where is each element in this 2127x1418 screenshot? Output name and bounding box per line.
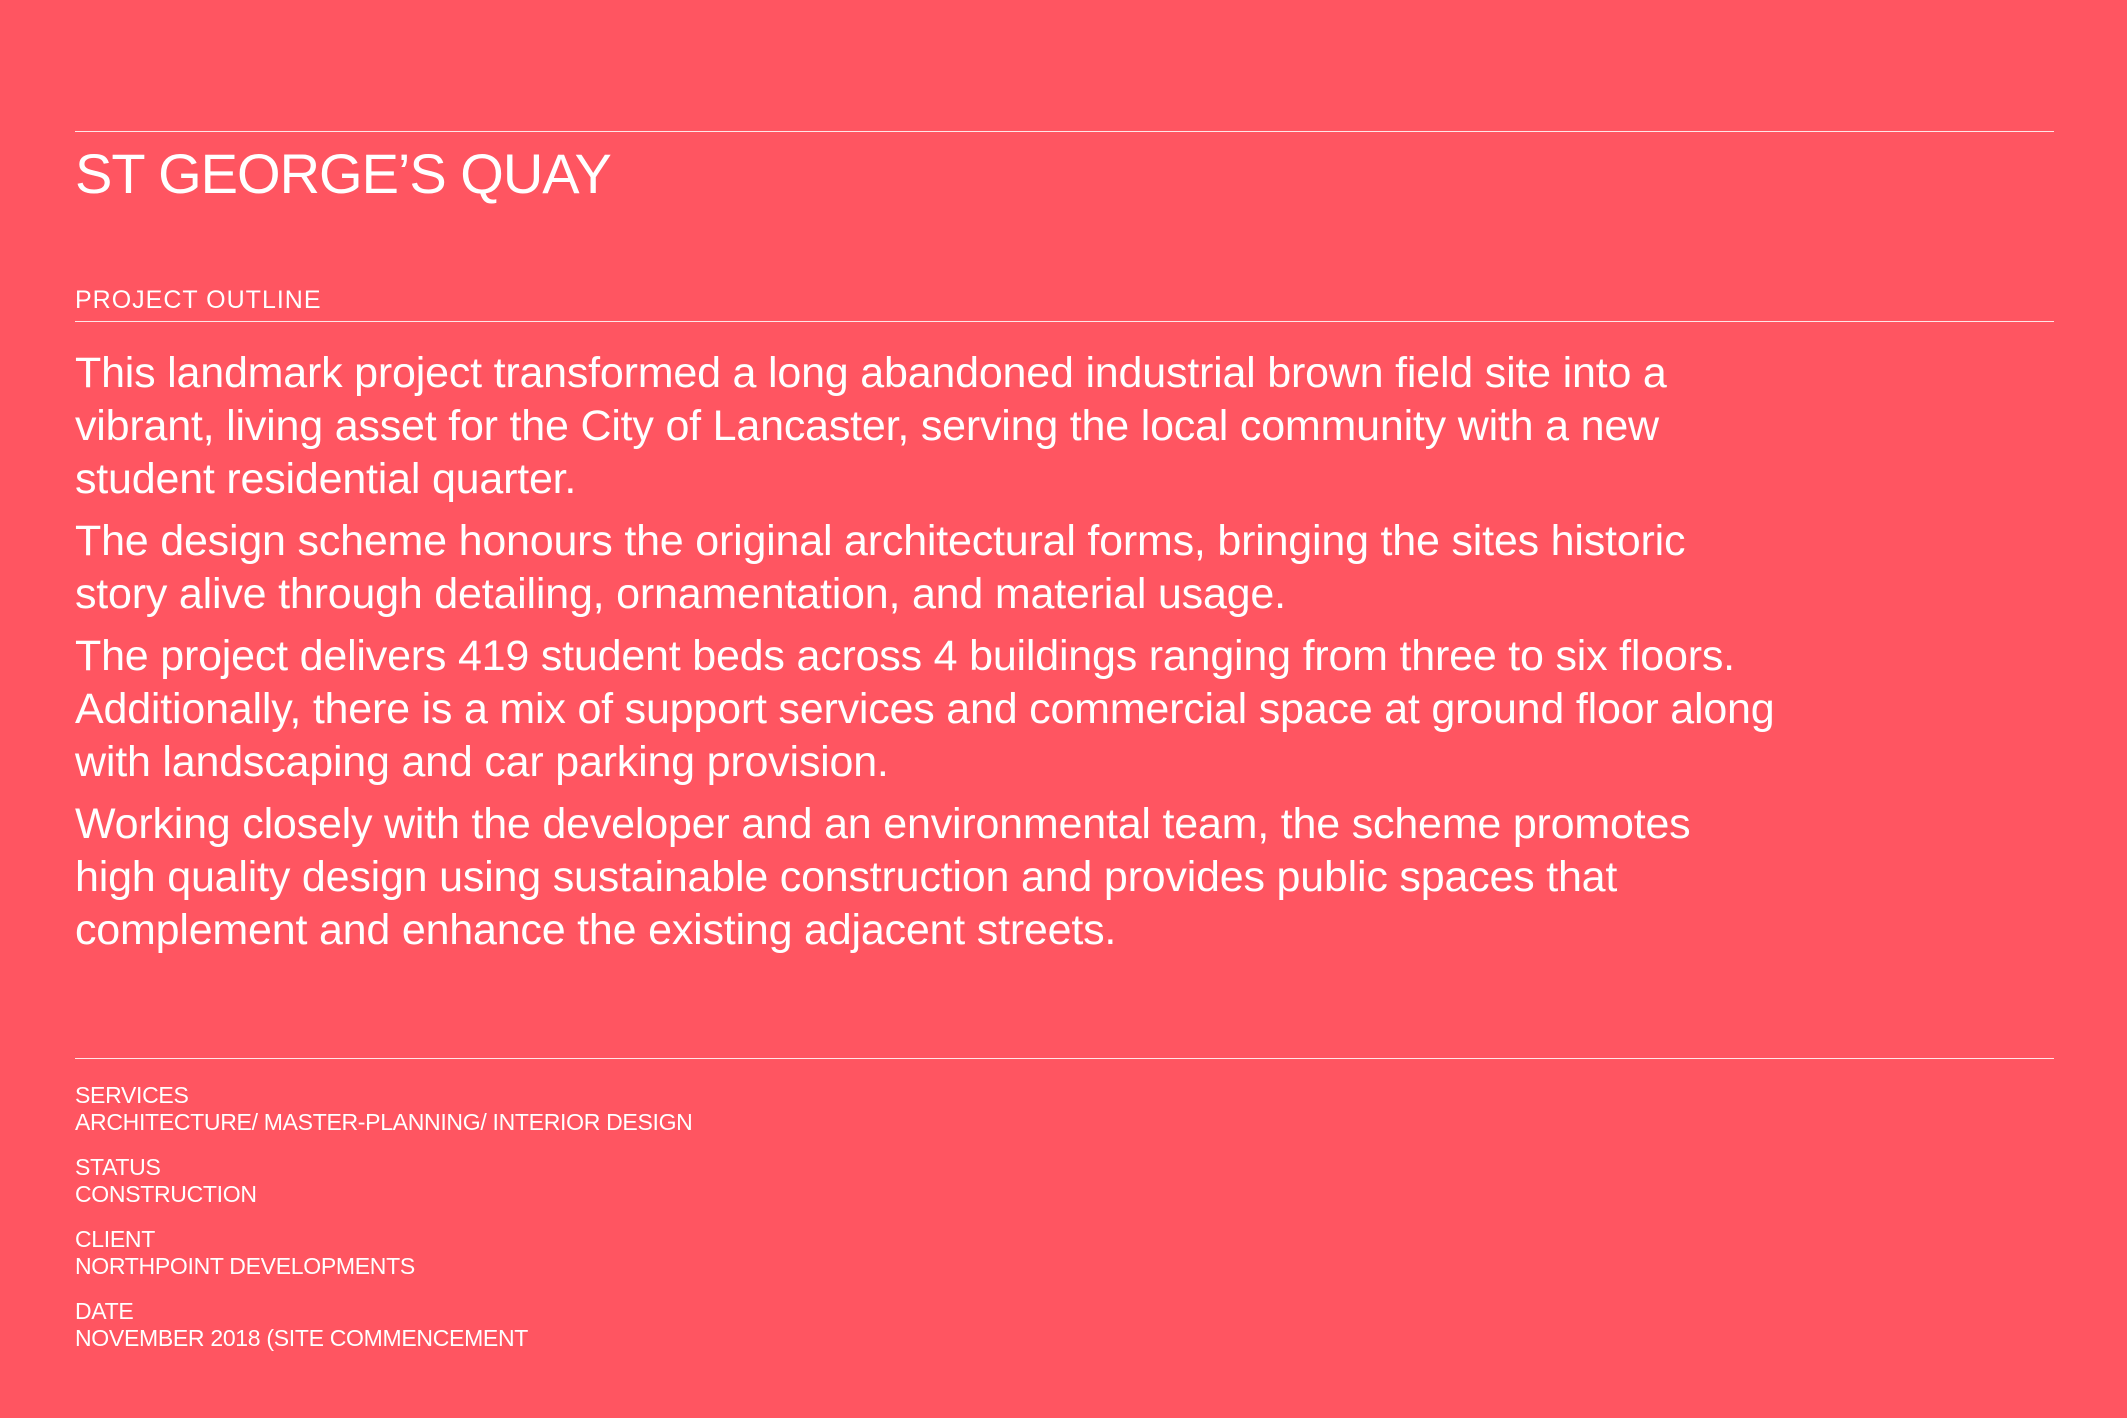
- top-divider: [75, 131, 2054, 132]
- client-detail: [75, 1226, 692, 1280]
- services-detail: [75, 1082, 692, 1136]
- description-paragraph: The project delivers 419 student beds across 4 buildings ranging from three to six floors. Additionally, there is a mix of support services and commercial space at ground floor along with landscaping and car parking provision.: [75, 632, 1775, 786]
- client-label: CLIENT: [75, 1226, 155, 1252]
- client-value: NORTHPOINT DEVELOPMENTS: [75, 1253, 415, 1279]
- services-label: SERVICES: [75, 1082, 189, 1108]
- project-description: [75, 347, 1775, 966]
- project-title: ST GEORGE’S QUAY: [75, 142, 611, 205]
- status-value: CONSTRUCTION: [75, 1181, 257, 1207]
- date-detail: [75, 1298, 692, 1352]
- section-label-project-outline: PROJECT OUTLINE: [75, 286, 322, 314]
- description-paragraph: The design scheme honours the original architectural forms, bringing the sites historic story alive through detailing, ornamentation, and material usage.: [75, 517, 1686, 618]
- outline-divider: [75, 321, 2054, 322]
- status-label: STATUS: [75, 1154, 161, 1180]
- meta-divider: [75, 1058, 2054, 1059]
- project-details: [75, 1082, 692, 1370]
- project-page: [75, 0, 2054, 1418]
- services-value: ARCHITECTURE/ MASTER-PLANNING/ INTERIOR DESIGN: [75, 1109, 693, 1135]
- date-value: NOVEMBER 2018 (SITE COMMENCEMENT: [75, 1325, 529, 1351]
- description-paragraph: This landmark project transformed a long abandoned industrial brown field site into a vibrant, living asset for the City of Lancaster, serving the local community with a new student residential quarter.: [75, 349, 1667, 503]
- status-detail: [75, 1154, 692, 1208]
- date-label: DATE: [75, 1298, 134, 1324]
- description-paragraph: Working closely with the developer and an environmental team, the scheme promotes high quality design using sustainable construction and provides public spaces that complement and enhance the existing adjacent streets.: [75, 800, 1691, 954]
